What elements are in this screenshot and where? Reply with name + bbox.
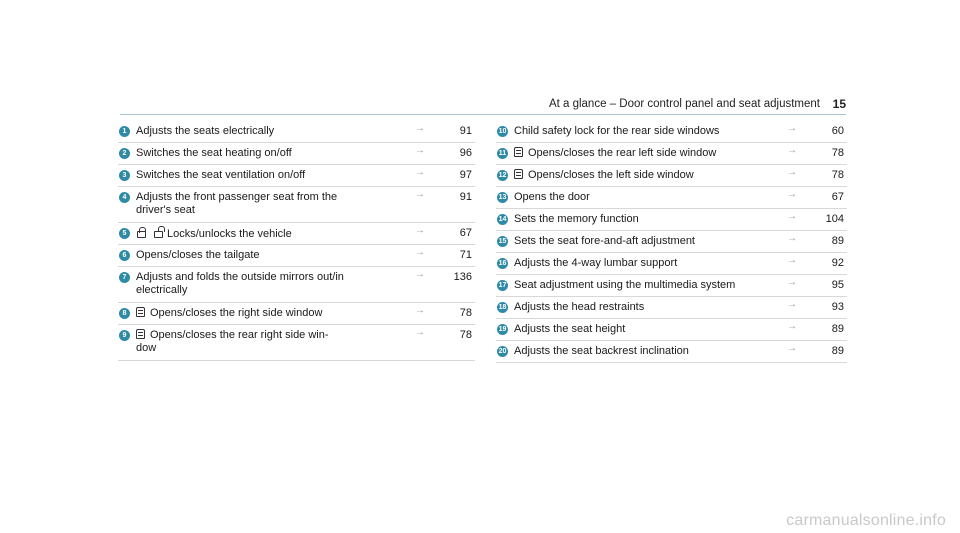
page-reference-arrow: → xyxy=(415,225,425,236)
item-number-badge: 20 xyxy=(498,348,507,355)
lock-icon xyxy=(137,231,146,238)
index-row xyxy=(118,246,475,267)
index-row xyxy=(496,166,847,187)
item-number-badge: 3 xyxy=(119,170,130,181)
page-reference-arrow: → xyxy=(787,321,797,332)
unlock-icon xyxy=(154,231,163,238)
index-row xyxy=(118,122,475,143)
item-description xyxy=(514,191,590,204)
page-reference-arrow: → xyxy=(415,305,425,316)
page-reference[interactable]: 91 xyxy=(459,125,472,137)
page-reference-arrow: → xyxy=(787,255,797,266)
item-description xyxy=(514,279,735,292)
page-reference[interactable]: 78 xyxy=(831,169,844,181)
item-number-badge: 13 xyxy=(498,194,507,201)
item-number-badge: 16 xyxy=(498,260,507,267)
page-reference-arrow: → xyxy=(415,167,425,178)
item-text-continued: driver's seat xyxy=(136,204,195,216)
index-row xyxy=(118,166,475,187)
item-text: Opens/closes the left side window xyxy=(528,169,694,181)
index-row xyxy=(118,224,475,245)
page-reference-arrow: → xyxy=(787,211,797,222)
item-text: Opens/closes the rear right side win- xyxy=(150,329,329,341)
item-text: Locks/unlocks the vehicle xyxy=(167,228,292,240)
item-text: Opens the door xyxy=(514,191,590,203)
item-text: Adjusts the 4-way lumbar support xyxy=(514,257,678,269)
page-reference-arrow: → xyxy=(415,189,425,200)
item-number-badge: 1 xyxy=(119,126,130,137)
item-description xyxy=(514,345,689,358)
page-reference-arrow: → xyxy=(415,247,425,258)
index-row xyxy=(118,188,475,223)
page-reference-arrow: → xyxy=(415,145,425,156)
page-reference-arrow: → xyxy=(415,123,425,134)
item-text: Opens/closes the tailgate xyxy=(136,249,260,261)
item-description xyxy=(136,329,329,355)
page-reference[interactable]: 89 xyxy=(831,323,844,335)
page-reference[interactable]: 67 xyxy=(459,227,472,239)
item-description xyxy=(136,227,292,241)
page-reference[interactable]: 92 xyxy=(831,257,844,269)
item-number-badge: 12 xyxy=(498,172,507,179)
page-reference[interactable]: 89 xyxy=(831,345,844,357)
index-row xyxy=(496,342,847,363)
page-header xyxy=(120,96,846,115)
page-reference[interactable]: 95 xyxy=(831,279,844,291)
index-row xyxy=(496,276,847,297)
window-switch-icon xyxy=(514,147,523,157)
item-number-badge: 19 xyxy=(498,326,507,333)
item-text: Seat adjustment using the multimedia system xyxy=(514,279,736,291)
page-number: 15 xyxy=(832,97,846,111)
index-row xyxy=(496,320,847,341)
item-description xyxy=(514,125,719,138)
page-reference[interactable]: 91 xyxy=(459,191,472,203)
item-number-badge: 15 xyxy=(498,238,507,245)
index-row xyxy=(496,210,847,231)
item-number-badge: 8 xyxy=(119,308,130,319)
item-number-badge: 7 xyxy=(119,272,130,283)
item-description xyxy=(514,257,677,270)
page-reference-arrow: → xyxy=(787,277,797,288)
page-reference[interactable]: 93 xyxy=(831,301,844,313)
page-reference-arrow: → xyxy=(787,189,797,200)
item-description xyxy=(514,213,639,226)
index-row xyxy=(118,144,475,165)
page-reference-arrow: → xyxy=(787,123,797,134)
index-row xyxy=(118,304,475,325)
item-number-badge: 10 xyxy=(498,128,507,135)
item-number-badge: 14 xyxy=(498,216,507,223)
item-description xyxy=(514,147,716,160)
index-row xyxy=(118,268,475,303)
item-text: Opens/closes the right side window xyxy=(150,307,323,319)
page-reference[interactable]: 78 xyxy=(459,329,472,341)
page-reference-arrow: → xyxy=(415,269,425,280)
page-reference[interactable]: 136 xyxy=(453,271,472,283)
item-description xyxy=(514,323,625,336)
index-row xyxy=(496,188,847,209)
right-index-column xyxy=(496,122,847,363)
index-row xyxy=(496,232,847,253)
watermark: carmanualsonline.info xyxy=(786,512,946,529)
index-row xyxy=(496,122,847,143)
index-row xyxy=(496,254,847,275)
item-text: Sets the memory function xyxy=(514,213,639,225)
item-number-badge: 4 xyxy=(119,192,130,203)
page-reference[interactable]: 67 xyxy=(831,191,844,203)
item-text: Opens/closes the rear left side window xyxy=(528,147,717,159)
left-index-column xyxy=(118,122,475,361)
page-reference[interactable]: 97 xyxy=(459,169,472,181)
item-text: Adjusts the seats electrically xyxy=(136,125,275,137)
item-text: Switches the seat heating on/off xyxy=(136,147,292,159)
page-reference[interactable]: 78 xyxy=(459,307,472,319)
index-row xyxy=(118,326,475,361)
item-description xyxy=(136,169,305,182)
page-reference-arrow: → xyxy=(787,145,797,156)
item-description xyxy=(514,301,644,314)
item-number-badge: 9 xyxy=(119,330,130,341)
item-description xyxy=(136,125,274,138)
item-number-badge: 6 xyxy=(119,250,130,261)
item-number-badge: 18 xyxy=(498,304,507,311)
item-description xyxy=(136,271,344,297)
index-row xyxy=(496,298,847,319)
page-reference[interactable]: 60 xyxy=(831,125,844,137)
window-switch-icon xyxy=(136,307,145,317)
page-reference-arrow: → xyxy=(787,299,797,310)
item-text-continued: dow xyxy=(136,342,157,354)
item-description xyxy=(136,147,292,160)
item-text: Adjusts the seat backrest inclination xyxy=(514,345,689,357)
window-switch-icon xyxy=(514,169,523,179)
page-reference[interactable]: 78 xyxy=(831,147,844,159)
item-text: Adjusts the seat height xyxy=(514,323,626,335)
page-reference[interactable]: 104 xyxy=(825,213,844,225)
window-switch-icon xyxy=(136,329,145,339)
item-text: Adjusts and folds the outside mirrors out/in xyxy=(136,271,344,283)
page-reference[interactable]: 89 xyxy=(831,235,844,247)
item-description xyxy=(514,169,694,182)
item-description xyxy=(136,249,260,262)
item-number-badge: 11 xyxy=(498,150,507,157)
page-reference-arrow: → xyxy=(787,233,797,244)
item-text: Child safety lock for the rear side windows xyxy=(514,125,720,137)
item-description xyxy=(514,235,695,248)
item-number-badge: 17 xyxy=(498,282,507,289)
page-reference-arrow: → xyxy=(415,327,425,338)
item-text: Adjusts the front passenger seat from the xyxy=(136,191,338,203)
index-row xyxy=(496,144,847,165)
page-reference[interactable]: 96 xyxy=(459,147,472,159)
item-text: Switches the seat ventilation on/off xyxy=(136,169,306,181)
item-description xyxy=(136,307,322,320)
item-text-continued: electrically xyxy=(136,284,188,296)
page-reference-arrow: → xyxy=(787,343,797,354)
item-number-badge: 2 xyxy=(119,148,130,159)
page-title: At a glance – Door control panel and seat adjustment xyxy=(548,98,820,110)
page-reference-arrow: → xyxy=(787,167,797,178)
item-text: Sets the seat fore-and-aft adjustment xyxy=(514,235,695,247)
page-reference[interactable]: 71 xyxy=(459,249,472,261)
item-text: Adjusts the head restraints xyxy=(514,301,645,313)
item-description xyxy=(136,191,337,217)
item-number-badge: 5 xyxy=(119,228,130,239)
